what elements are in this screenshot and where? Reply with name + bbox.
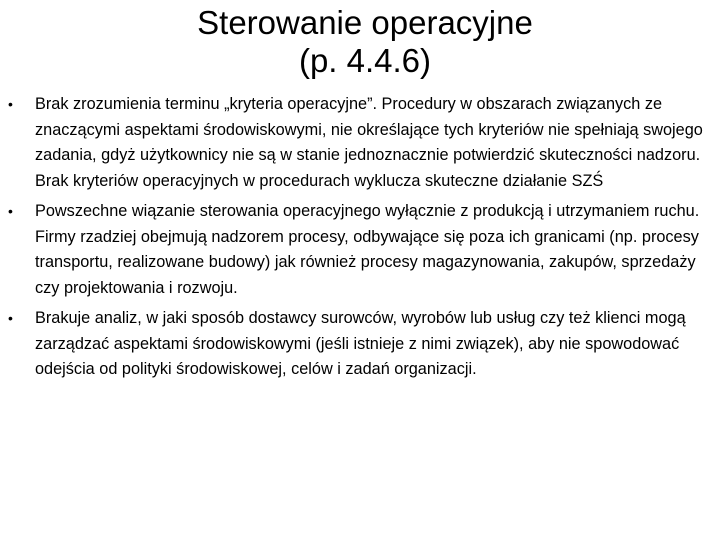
slide-title [60,4,670,80]
title-line-2: (p. 4.4.6) [298,42,432,79]
bullet-item-2 [6,199,716,301]
bullet-item-1 [6,92,716,194]
bullet-text: Brak zrozumienia terminu „kryteria operacyjne”. Procedury w obszarach związanych ze znaczącymi aspektami środowiskowymi, nie określające tych kryteriów nie spełniają swojego zadania, gdyż użytkownicy nie są w stanie jednoznacznie potwierdzić skuteczności nadzoru. Brak kryteriów operacyjnych w procedurach wyklucza skuteczne działanie SZŚ [35,95,703,190]
title-line-1: Sterowanie operacyjne [197,4,533,41]
bullet-icon: • [8,310,13,326]
bullet-icon: • [8,203,13,219]
bullet-list [6,92,716,388]
bullet-text: Brakuje analiz, w jaki sposób dostawcy surowców, wyrobów lub usług czy też klienci mogą zarządzać aspektami środowiskowymi (jeśli istnieje z nimi związek), aby nie spowodować odejścia od polityki środowiskowej, celów i zadań organizacji. [35,309,686,378]
bullet-text: Powszechne wiązanie sterowania operacyjnego wyłącznie z produkcją i utrzymaniem ruchu. Firmy rzadziej obejmują nadzorem procesy, odbywające się poza ich granicami (np. procesy transportu, realizowane budowy) jak również procesy magazynowania, zakupów, sprzedaży czy projektowania i rozwoju. [35,202,700,297]
bullet-icon: • [8,96,13,112]
bullet-item-3 [6,306,716,383]
